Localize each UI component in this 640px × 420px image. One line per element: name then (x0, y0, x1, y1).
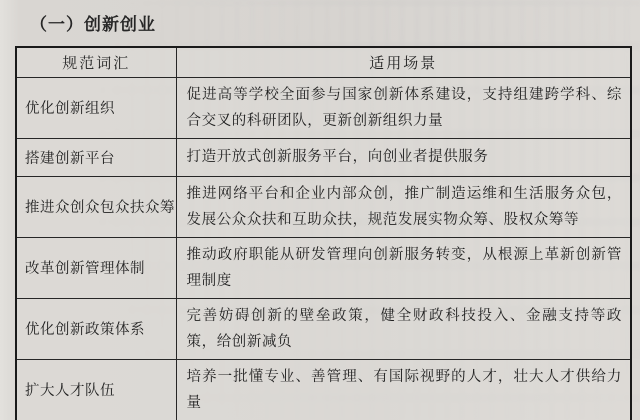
scenario-cell: 完善妨碍创新的壁垒政策，健全财政科技投入、金融支持等政策，给创新减负 (176, 298, 631, 359)
scenario-cell: 打造开放式创新服务平台，向创业者提供服务 (176, 138, 631, 176)
term-cell: 推进众创众包众扶众筹 (16, 176, 176, 237)
term-cell: 优化创新组织 (16, 77, 176, 138)
scenario-cell: 培养一批懂专业、善管理、有国际视野的人才，壮大人才供给力量 (176, 359, 631, 420)
table-row (16, 176, 631, 237)
term-cell: 搭建创新平台 (16, 138, 176, 176)
section-heading: （一）创新创业 (30, 15, 156, 34)
scenario-cell: 推动政府职能从研发管理向创新服务转变，从根源上革新创新管理制度 (176, 237, 631, 298)
term-cell: 改革创新管理体制 (16, 237, 176, 298)
table-row (16, 138, 631, 176)
vocabulary-scenario-table (15, 46, 632, 420)
table-row (16, 77, 631, 138)
term-cell: 优化创新政策体系 (16, 298, 176, 359)
scenario-cell: 促进高等学校全面参与国家创新体系建设，支持组建跨学科、综合交叉的科研团队，更新创新组织力量 (176, 77, 631, 138)
term-cell: 扩大人才队伍 (16, 359, 176, 420)
column-header-term: 规范词汇 (16, 47, 176, 77)
table-row (16, 237, 631, 298)
table-header-row (16, 47, 631, 77)
scenario-cell: 推进网络平台和企业内部众创，推广制造运维和生活服务众包，发展公众众扶和互助众扶，规范发展实物众筹、股权众筹等 (176, 176, 631, 237)
table-row (16, 359, 631, 420)
column-header-scenario: 适用场景 (176, 47, 631, 77)
table-row (16, 298, 631, 359)
